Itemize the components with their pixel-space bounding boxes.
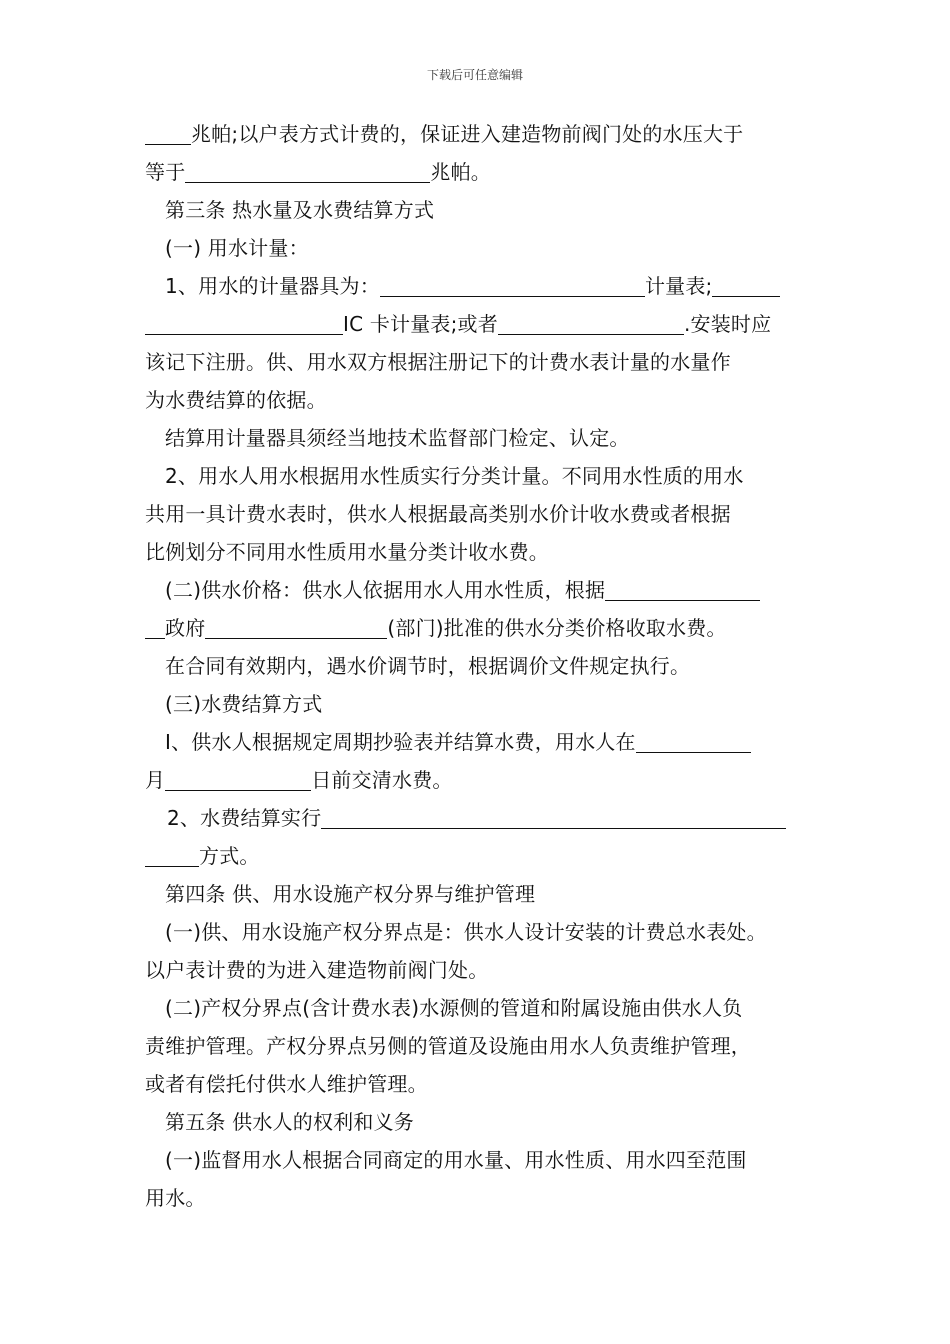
blank-field bbox=[145, 120, 191, 145]
section-heading: 第三条 热水量及水费结算方式 bbox=[165, 198, 435, 222]
text-line: 等于 兆帕。 bbox=[145, 160, 492, 184]
blank-field bbox=[712, 272, 780, 297]
text-line: 1、用水的计量器具为： 计量表; bbox=[145, 267, 810, 305]
page-header: 下载后可任意编辑 bbox=[426, 68, 523, 82]
text-line: 比例划分不同用水性质用水量分类计收水费。 bbox=[145, 540, 549, 564]
blank-field bbox=[145, 842, 199, 867]
document-body bbox=[145, 115, 810, 1217]
text-line: 兆帕;以户表方式计费的，保证进入建造物前阀门处的水压大于 bbox=[145, 115, 810, 153]
text-line: 责维护管理。产权分界点另侧的管道及设施由用水人负责维护管理， bbox=[145, 1034, 751, 1058]
text-line: (一)监督用水人根据合同商定的用水量、用水性质、用水四至范围 bbox=[165, 1148, 747, 1172]
text-line: 共用一具计费水表时，供水人根据最高类别水价计收水费或者根据 bbox=[145, 502, 731, 526]
subsection-heading: (三)水费结算方式 bbox=[165, 692, 323, 716]
section-heading: 第五条 供水人的权利和义务 bbox=[165, 1110, 414, 1134]
blank-field bbox=[498, 310, 684, 335]
text-line: 2、水费结算实行 bbox=[145, 799, 810, 837]
blank-field bbox=[636, 728, 751, 753]
text-line: I、供水人根据规定周期抄验表并结算水费，用水人在 bbox=[145, 723, 810, 761]
text-line: 用水。 bbox=[145, 1186, 206, 1210]
text-line: (二)供水价格：供水人依据用水人用水性质，根据 bbox=[145, 571, 810, 609]
text-line: 在合同有效期内，遇水价调节时，根据调价文件规定执行。 bbox=[165, 654, 691, 678]
text-line: 以户表计费的为进入建造物前阀门处。 bbox=[145, 958, 489, 982]
text-line: (一)供、用水设施产权分界点是：供水人设计安装的计费总水表处。 bbox=[165, 920, 767, 944]
text-line: 方式。 bbox=[145, 837, 810, 875]
blank-field bbox=[145, 310, 343, 335]
blank-field bbox=[380, 272, 645, 297]
text-line: 该记下注册。供、用水双方根据注册记下的计费水表计量的水量作 bbox=[145, 350, 731, 374]
subsection-heading: (一) 用水计量： bbox=[165, 236, 309, 260]
blank-field bbox=[165, 766, 311, 791]
text-line: (二)产权分界点(含计费水表)水源侧的管道和附属设施由供水人负 bbox=[165, 996, 743, 1020]
section-heading: 第四条 供、用水设施产权分界与维护管理 bbox=[165, 882, 536, 906]
text-line: 结算用计量器具须经当地技术监督部门检定、认定。 bbox=[165, 426, 630, 450]
text-line: 或者有偿托付供水人维护管理。 bbox=[145, 1072, 428, 1096]
text-line: 2、用水人用水根据用水性质实行分类计量。不同用水性质的用水 bbox=[165, 464, 744, 488]
text-line: 月 日前交清水费。 bbox=[145, 768, 453, 792]
text-line: IC 卡计量表;或者 .安装时应 bbox=[145, 305, 810, 343]
blank-field bbox=[185, 158, 430, 183]
blank-field bbox=[321, 804, 786, 829]
blank-field bbox=[605, 576, 760, 601]
text-line: 为水费结算的依据。 bbox=[145, 388, 327, 412]
blank-field bbox=[205, 614, 387, 639]
text-line: 政府 (部门)批准的供水分类价格收取水费。 bbox=[145, 609, 810, 647]
blank-field bbox=[145, 614, 165, 639]
